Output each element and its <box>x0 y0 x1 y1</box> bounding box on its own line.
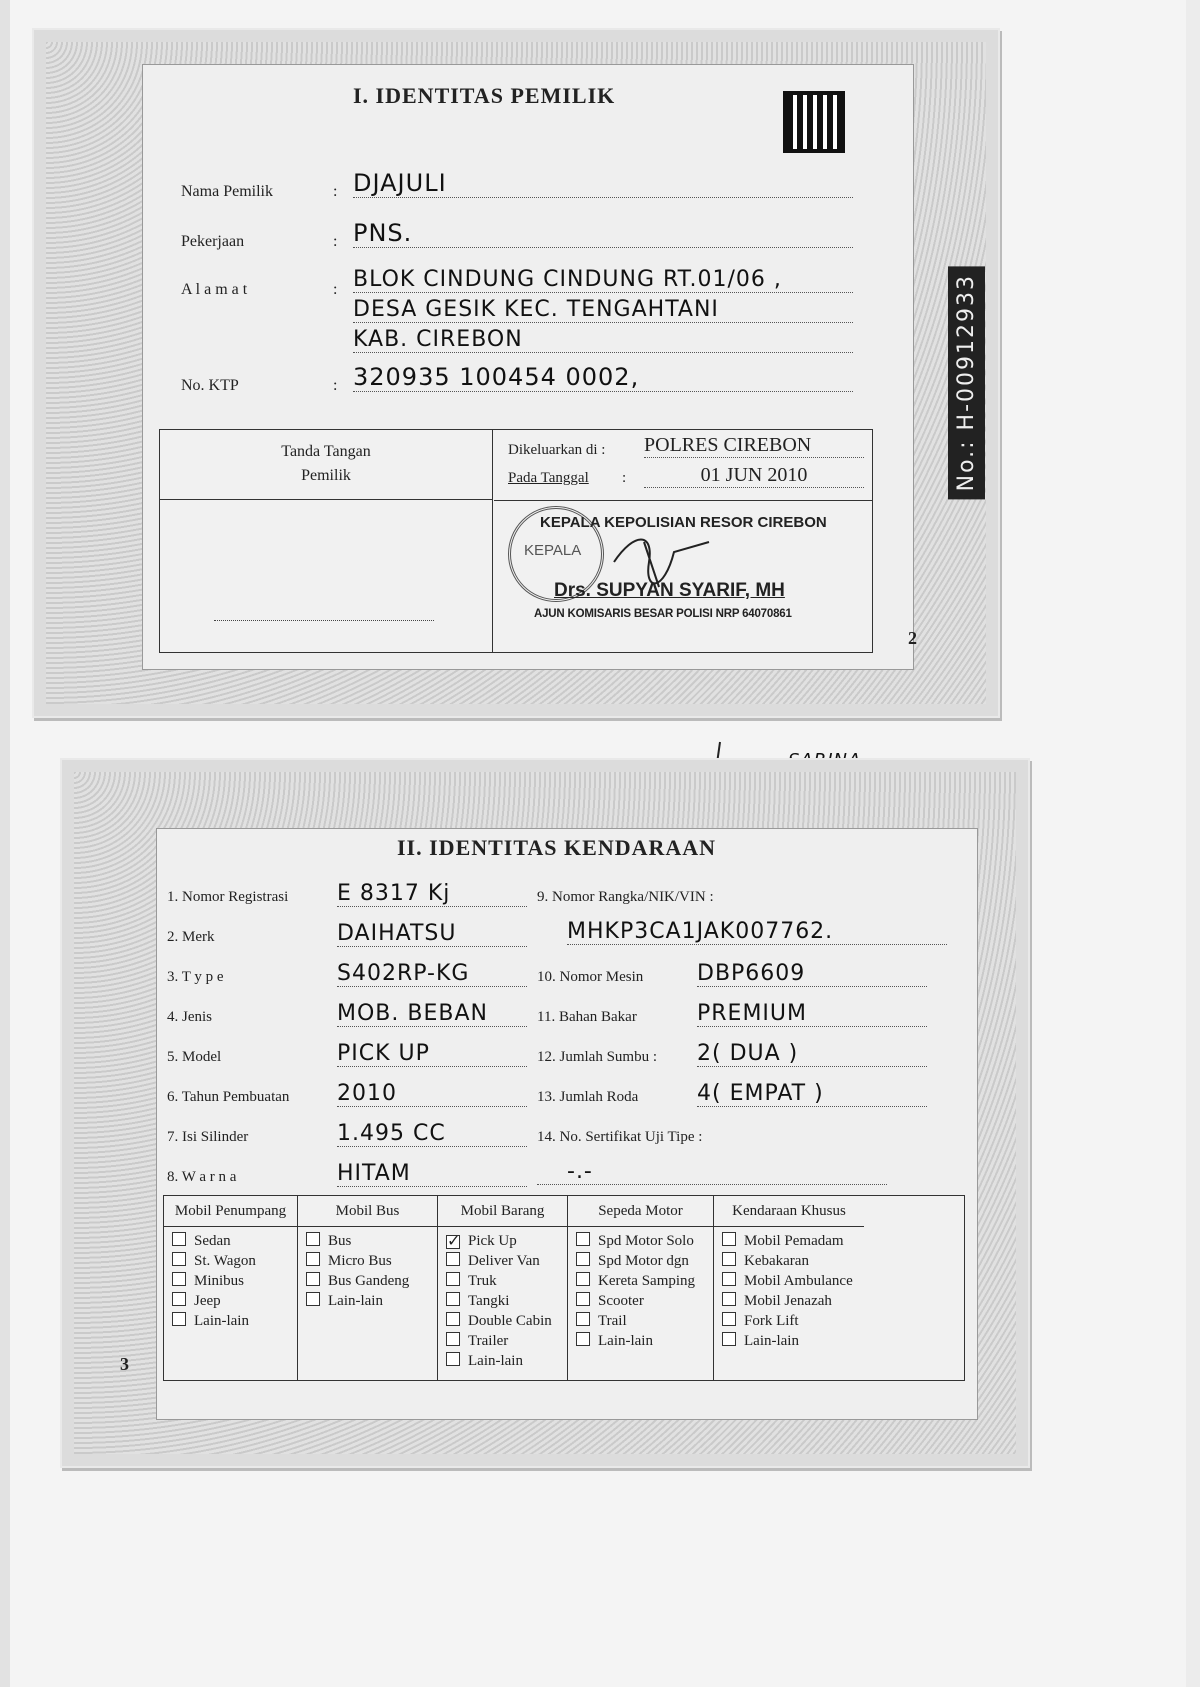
owner-name-label: Nama Pemilik <box>181 183 273 200</box>
field-label: 3. T y p e <box>167 969 224 985</box>
category-option[interactable] <box>576 1311 713 1331</box>
address-label: A l a m a t <box>181 281 248 298</box>
category-option[interactable] <box>172 1231 297 1251</box>
document-serial-number: No.: H-00912933 <box>948 266 985 499</box>
category-option[interactable] <box>576 1291 713 1311</box>
issued-date-label: Pada Tanggal <box>508 470 589 486</box>
field-value: MHKP3CA1JAK007762. <box>567 919 947 945</box>
category-header: Mobil Bus <box>298 1196 437 1227</box>
vehicle-card-inner-panel <box>156 828 978 1420</box>
category-option-label: Minibus <box>194 1273 245 1289</box>
category-option[interactable] <box>306 1231 437 1251</box>
official-title: KEPALA KEPOLISIAN RESOR CIREBON <box>540 514 827 531</box>
field-value: 2010 <box>337 1081 527 1107</box>
occupation-label: Pekerjaan <box>181 233 245 250</box>
category-option[interactable] <box>172 1311 297 1331</box>
field-label: 5. Model <box>167 1049 222 1065</box>
category-option-label: Lain-lain <box>194 1313 249 1329</box>
checkbox-icon[interactable] <box>576 1252 590 1266</box>
checkbox-icon[interactable] <box>576 1232 590 1246</box>
category-option[interactable] <box>722 1331 864 1351</box>
field-label: 14. No. Sertifikat Uji Tipe : <box>537 1129 703 1145</box>
field-value: DBP6609 <box>697 961 927 987</box>
field-value: DAIHATSU <box>337 921 527 947</box>
field-label: 9. Nomor Rangka/NIK/VIN : <box>537 889 714 905</box>
field-value: HITAM <box>337 1161 527 1187</box>
field-label: 6. Tahun Pembuatan <box>167 1089 290 1105</box>
category-option-label: Kereta Samping <box>598 1273 696 1289</box>
field-label: 7. Isi Silinder <box>167 1129 249 1145</box>
checkbox-icon[interactable] <box>446 1272 460 1286</box>
category-option[interactable] <box>172 1251 297 1271</box>
category-items <box>568 1227 713 1351</box>
category-items <box>438 1227 567 1371</box>
checkbox-icon[interactable] <box>172 1312 186 1326</box>
category-column <box>714 1196 864 1380</box>
category-option-label: Trailer <box>468 1333 509 1349</box>
category-option[interactable] <box>722 1251 864 1271</box>
category-option-label: St. Wagon <box>194 1253 256 1269</box>
category-header: Mobil Barang <box>438 1196 567 1227</box>
category-option-label: Trail <box>598 1313 627 1329</box>
field-row <box>157 961 577 1001</box>
checkbox-icon[interactable] <box>446 1252 460 1266</box>
signature-box <box>159 429 873 653</box>
category-option-label: Jeep <box>194 1293 221 1309</box>
category-option-label: Spd Motor dgn <box>598 1253 689 1269</box>
field-label: 1. Nomor Registrasi <box>167 889 289 905</box>
checkbox-icon[interactable] <box>446 1332 460 1346</box>
category-option-label: Bus Gandeng <box>328 1273 410 1289</box>
address-line-1: BLOK CINDUNG CINDUNG RT.01/06 , <box>353 267 853 293</box>
checkbox-icon[interactable] <box>446 1352 460 1366</box>
category-option[interactable] <box>446 1231 567 1251</box>
issuer-cell: Dikeluarkan di : POLRES CIREBON Pada Tanggal : 01 JUN 2010 KEPALA KEPOLISIAN RESOR CIREBON KEPALA Drs. SUPYAN SYARIF, MH AJUN KOMISARIS BESAR POLISI NRP 64070861 <box>494 430 872 652</box>
stamp-text: KEPALA <box>524 542 582 559</box>
field-value: MOB. BEBAN <box>337 1001 527 1027</box>
field-row <box>537 881 977 959</box>
category-option[interactable] <box>306 1251 437 1271</box>
field-value: E 8317 Kj <box>337 881 527 907</box>
ktp-value: 320935 100454 0002, <box>353 363 853 392</box>
category-option-label: Scooter <box>598 1293 644 1309</box>
official-rank: AJUN KOMISARIS BESAR POLISI NRP 64070861 <box>534 608 792 620</box>
checkbox-icon[interactable] <box>722 1272 736 1286</box>
field-value: PREMIUM <box>697 1001 927 1027</box>
field-label: 11. Bahan Bakar <box>537 1009 637 1025</box>
checkbox-icon[interactable] <box>722 1252 736 1266</box>
checkbox-checked-icon[interactable]: ✓ <box>447 1231 461 1250</box>
category-column <box>164 1196 298 1380</box>
field-row <box>157 881 577 921</box>
field-label: 13. Jumlah Roda <box>537 1089 639 1105</box>
category-option-label: Lain-lain <box>468 1353 523 1369</box>
checkbox-icon[interactable] <box>722 1332 736 1346</box>
checkbox-icon[interactable] <box>446 1292 460 1306</box>
category-option-label: Lain-lain <box>328 1293 383 1309</box>
category-option-label: Sedan <box>194 1233 231 1249</box>
category-option[interactable] <box>446 1311 567 1331</box>
field-label: 10. Nomor Mesin <box>537 969 644 985</box>
category-items <box>298 1227 437 1311</box>
checkbox-icon[interactable] <box>722 1292 736 1306</box>
owner-signature-cell <box>160 430 493 652</box>
signature-label-line1: Tanda Tangan <box>281 443 371 460</box>
vehicle-category-grid <box>163 1195 965 1381</box>
field-row <box>537 1081 977 1121</box>
field-value: 2( DUA ) <box>697 1041 927 1067</box>
category-option[interactable] <box>172 1271 297 1291</box>
field-label: 2. Merk <box>167 929 215 945</box>
category-option-label: Lain-lain <box>744 1333 799 1349</box>
category-option[interactable] <box>576 1271 713 1291</box>
category-option-label: Bus <box>328 1233 352 1249</box>
address-line-2: DESA GESIK KEC. TENGAHTANI <box>353 297 853 323</box>
issued-at-label: Dikeluarkan di : <box>508 442 606 458</box>
occupation-value: PNS. <box>353 219 853 248</box>
field-value: 1.495 CC <box>337 1121 527 1147</box>
category-header: Mobil Penumpang <box>164 1196 297 1227</box>
category-column <box>298 1196 438 1380</box>
category-option[interactable] <box>722 1231 864 1251</box>
category-option[interactable] <box>722 1291 864 1311</box>
category-option-label: Deliver Van <box>468 1253 540 1269</box>
field-row <box>537 1041 977 1081</box>
checkbox-icon[interactable] <box>172 1252 186 1266</box>
category-items <box>714 1227 864 1351</box>
category-column <box>438 1196 568 1380</box>
field-row <box>157 1001 577 1041</box>
checkbox-icon[interactable] <box>172 1292 186 1306</box>
category-option[interactable] <box>446 1351 567 1371</box>
owner-signature-line <box>214 620 434 621</box>
field-row <box>157 1081 577 1121</box>
category-option[interactable] <box>306 1271 437 1291</box>
category-option-label: Kebakaran <box>744 1253 809 1269</box>
issued-date-value: 01 JUN 2010 <box>644 464 864 488</box>
vehicle-card-page-number: 3 <box>120 1354 129 1374</box>
ktp-label: No. KTP <box>181 377 239 394</box>
category-option-label: Mobil Ambulance <box>744 1273 853 1289</box>
checkbox-icon[interactable] <box>576 1312 590 1326</box>
category-option[interactable] <box>722 1271 864 1291</box>
owner-identity-card <box>32 28 1000 718</box>
owner-card-inner-panel: I. IDENTITAS PEMILIK Nama Pemilik : DJAJULI Pekerjaan : PNS. A l a m a t : BLOK CINDUNG CINDUNG RT.01/06 , DESA GESIK KEC. TENGAHTANI KAB. CIREBON No. KTP : 320935 100454 0002, Tanda Tangan Pemilik Dikeluarkan di : POLRES CIREBON Pada Tanggal : 01 JUN 2010 KEPALA KEPOLISIAN RESOR CIREBON KEPALA Drs. SUPYAN SYARIF, MH AJUN KOMISARIS BESAR POLISI NRP 64070861 <box>142 64 914 670</box>
category-option-label: Mobil Jenazah <box>744 1293 832 1309</box>
category-option-label: Spd Motor Solo <box>598 1233 694 1249</box>
field-label: 8. W a r n a <box>167 1169 237 1185</box>
checkbox-icon[interactable] <box>446 1312 460 1326</box>
category-option-label: Double Cabin <box>468 1313 552 1329</box>
category-option-label: Micro Bus <box>328 1253 392 1269</box>
category-header: Sepeda Motor <box>568 1196 713 1227</box>
category-option-label: Truk <box>468 1273 497 1289</box>
official-name: Drs. SUPYAN SYARIF, MH <box>554 580 785 601</box>
issued-at-value: POLRES CIREBON <box>644 434 864 458</box>
checkbox-icon[interactable] <box>172 1272 186 1286</box>
category-option[interactable] <box>306 1291 437 1311</box>
owner-section-title: I. IDENTITAS PEMILIK <box>353 83 616 108</box>
signature-label-line2: Pemilik <box>301 467 351 484</box>
checkbox-icon[interactable] <box>576 1272 590 1286</box>
field-row <box>157 1041 577 1081</box>
field-row <box>537 961 977 1001</box>
vehicle-identity-card <box>60 758 1030 1468</box>
checkbox-icon[interactable] <box>306 1292 320 1306</box>
category-option[interactable] <box>576 1251 713 1271</box>
category-option-label: Pick Up <box>468 1233 517 1249</box>
field-value: S402RP-KG <box>337 961 527 987</box>
checkbox-icon[interactable] <box>722 1312 736 1326</box>
category-option[interactable] <box>446 1331 567 1351</box>
field-value: 4( EMPAT ) <box>697 1081 927 1107</box>
category-column <box>568 1196 714 1380</box>
checkbox-icon[interactable] <box>576 1292 590 1306</box>
owner-card-page-number: 2 <box>908 628 917 648</box>
address-line-3: KAB. CIREBON <box>353 327 853 353</box>
vehicle-section-title: II. IDENTITAS KENDARAAN <box>397 835 717 860</box>
category-header: Kendaraan Khusus <box>714 1196 864 1227</box>
checkbox-icon[interactable] <box>722 1232 736 1246</box>
category-option-label: Mobil Pemadam <box>744 1233 844 1249</box>
field-row <box>537 1121 977 1199</box>
field-row <box>157 921 577 961</box>
category-option-label: Tangki <box>468 1293 510 1309</box>
field-value: -.- <box>537 1159 887 1185</box>
field-row <box>537 1001 977 1041</box>
checkbox-icon[interactable] <box>306 1232 320 1246</box>
checkbox-icon[interactable] <box>306 1252 320 1266</box>
category-option-label: Lain-lain <box>598 1333 653 1349</box>
category-option[interactable] <box>172 1291 297 1311</box>
field-label: 12. Jumlah Sumbu : <box>537 1049 658 1065</box>
field-label: 4. Jenis <box>167 1009 212 1025</box>
field-row <box>157 1121 577 1161</box>
category-option[interactable] <box>722 1311 864 1331</box>
category-option-label: Fork Lift <box>744 1313 799 1329</box>
category-option[interactable] <box>446 1291 567 1311</box>
checkbox-icon[interactable] <box>576 1332 590 1346</box>
category-option[interactable] <box>576 1331 713 1351</box>
checkbox-icon[interactable] <box>306 1272 320 1286</box>
category-option[interactable] <box>576 1231 713 1251</box>
owner-name-value: DJAJULI <box>353 169 853 198</box>
category-option[interactable] <box>446 1271 567 1291</box>
qr-code-icon <box>783 91 845 153</box>
category-items <box>164 1227 297 1331</box>
field-value: PICK UP <box>337 1041 527 1067</box>
checkbox-icon[interactable] <box>172 1232 186 1246</box>
category-option[interactable] <box>446 1251 567 1271</box>
